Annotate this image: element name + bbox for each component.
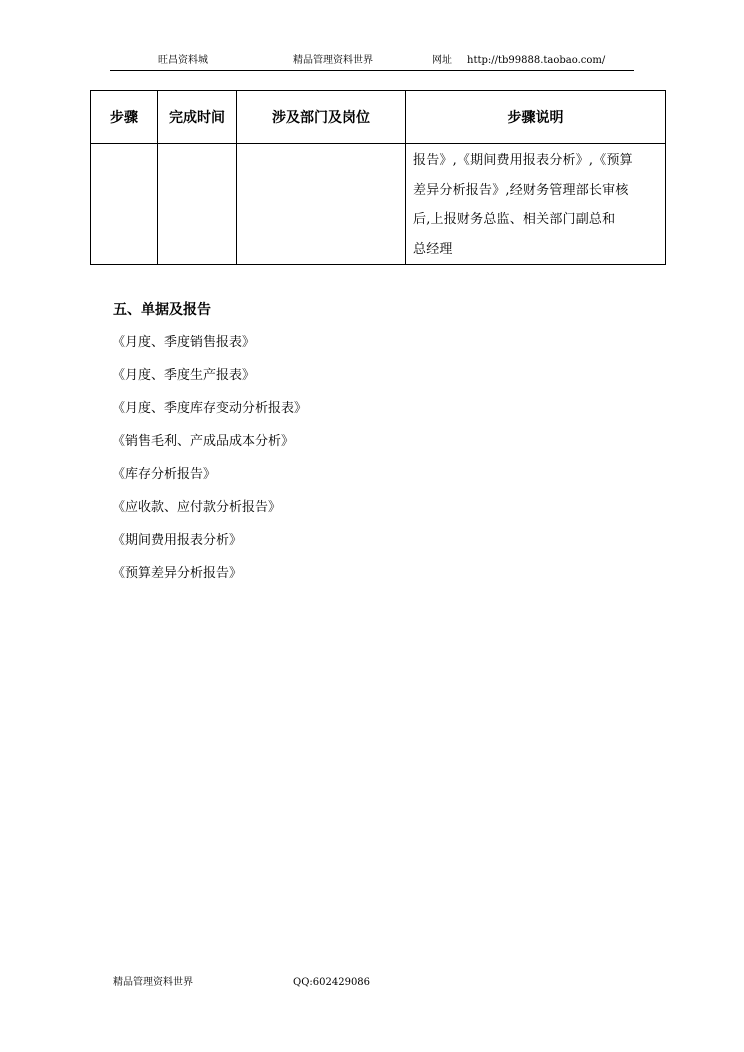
column-header-step: 步骤 [91, 91, 158, 144]
list-item: 《期间费用报表分析》 [112, 533, 243, 548]
cell-description [406, 144, 666, 265]
column-header-dept: 涉及部门及岗位 [237, 91, 406, 144]
column-header-desc: 步骤说明 [406, 91, 666, 144]
description-line: 报告》,《期间费用报表分析》,《预算 [413, 153, 633, 168]
description-line: 总经理 [413, 241, 453, 257]
list-item: 《应收款、应付款分析报告》 [112, 500, 282, 515]
section-title: 五、单据及报告 [113, 302, 211, 318]
footer-site-name: 精品管理资料世界 [113, 977, 193, 988]
document-list [112, 333, 307, 597]
footer-qq: QQ:602429086 [293, 977, 371, 988]
steps-table [90, 90, 666, 265]
column-header-time: 完成时间 [158, 91, 237, 144]
list-item: 《月度、季度生产报表》 [112, 368, 256, 383]
table-row [91, 144, 666, 265]
list-item: 《月度、季度销售报表》 [112, 335, 256, 350]
description-line: 后,上报财务总监、相关部门副总和 [413, 212, 616, 227]
table-header-row [91, 91, 666, 144]
header-url-label: 网址 [432, 55, 452, 66]
header-url-link[interactable]: http://tb99888.taobao.com/ [467, 55, 606, 66]
list-item: 《预算差异分析报告》 [112, 566, 243, 581]
cell-dept [237, 144, 406, 265]
cell-step [91, 144, 158, 265]
list-item: 《库存分析报告》 [112, 467, 217, 482]
header-shop-name: 旺昌资料城 [158, 55, 208, 66]
page-header [110, 55, 634, 71]
description-line: 差异分析报告》,经财务管理部长审核 [413, 182, 629, 198]
list-item: 《销售毛利、产成品成本分析》 [112, 434, 295, 449]
cell-time [158, 144, 237, 265]
header-site-name: 精品管理资料世界 [293, 55, 373, 66]
list-item: 《月度、季度库存变动分析报表》 [112, 401, 308, 416]
